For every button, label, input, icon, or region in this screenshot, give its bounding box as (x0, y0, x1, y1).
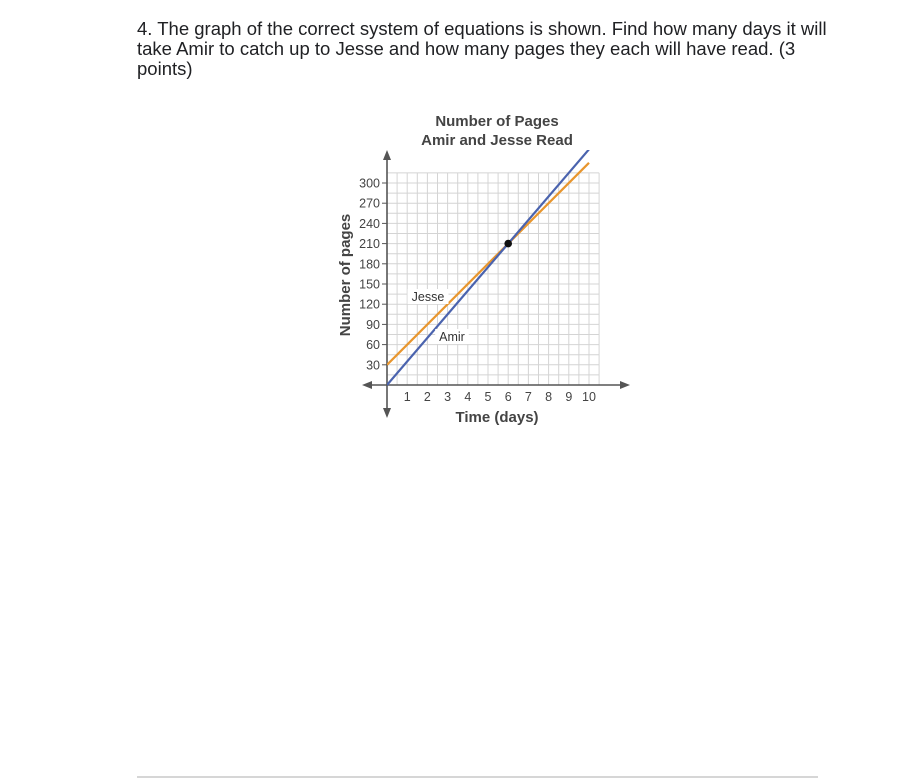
question-line-2: take Amir to catch up to Jesse and how many pages they each will have read. (3 (137, 38, 796, 59)
x-tick-label: 10 (582, 390, 596, 404)
y-tick-label: 240 (359, 216, 380, 231)
grid (387, 173, 599, 385)
x-tick-label: 3 (444, 390, 452, 404)
y-tick-label: 210 (359, 237, 380, 252)
y-tick-label: 300 (359, 176, 380, 191)
y-tick-label: 270 (359, 196, 380, 211)
x-tick-label: 9 (565, 390, 573, 404)
y-axis-label: Number of pages (337, 213, 354, 337)
x-axis-arrow-left (362, 381, 372, 389)
intersection-point (504, 240, 512, 248)
x-axis-arrow-right (620, 381, 630, 389)
question-line-3: points) (137, 58, 193, 79)
x-tick-label: 8 (545, 390, 553, 404)
y-tick-label: 30 (366, 358, 380, 373)
y-tick-label: 120 (359, 297, 380, 312)
y-tick-label: 180 (359, 257, 380, 272)
x-tick-label: 5 (484, 390, 492, 404)
chart-title-line-1: Number of Pages (435, 113, 559, 130)
y-axis-arrow-down (383, 408, 391, 418)
question-line-1: 4. The graph of the correct system of equations is shown. Find how many days it will (137, 18, 827, 39)
y-axis-arrow-up (383, 150, 391, 160)
x-tick-label: 7 (524, 390, 532, 404)
y-tick-label: 90 (366, 317, 380, 332)
x-tick-label: 2 (423, 390, 431, 404)
series-label-amir: Amir (439, 330, 465, 344)
x-tick-label: 6 (504, 390, 512, 404)
y-tick-label: 150 (359, 277, 380, 292)
footer-divider (137, 776, 818, 778)
x-axis-label: Time (days) (455, 409, 539, 426)
y-tick-label: 60 (366, 338, 380, 353)
series-label-jesse: Jesse (411, 290, 445, 304)
chart-title-line-2: Amir and Jesse Read (421, 132, 573, 149)
x-tick-label: 1 (403, 390, 411, 404)
x-tick-label: 4 (464, 390, 472, 404)
